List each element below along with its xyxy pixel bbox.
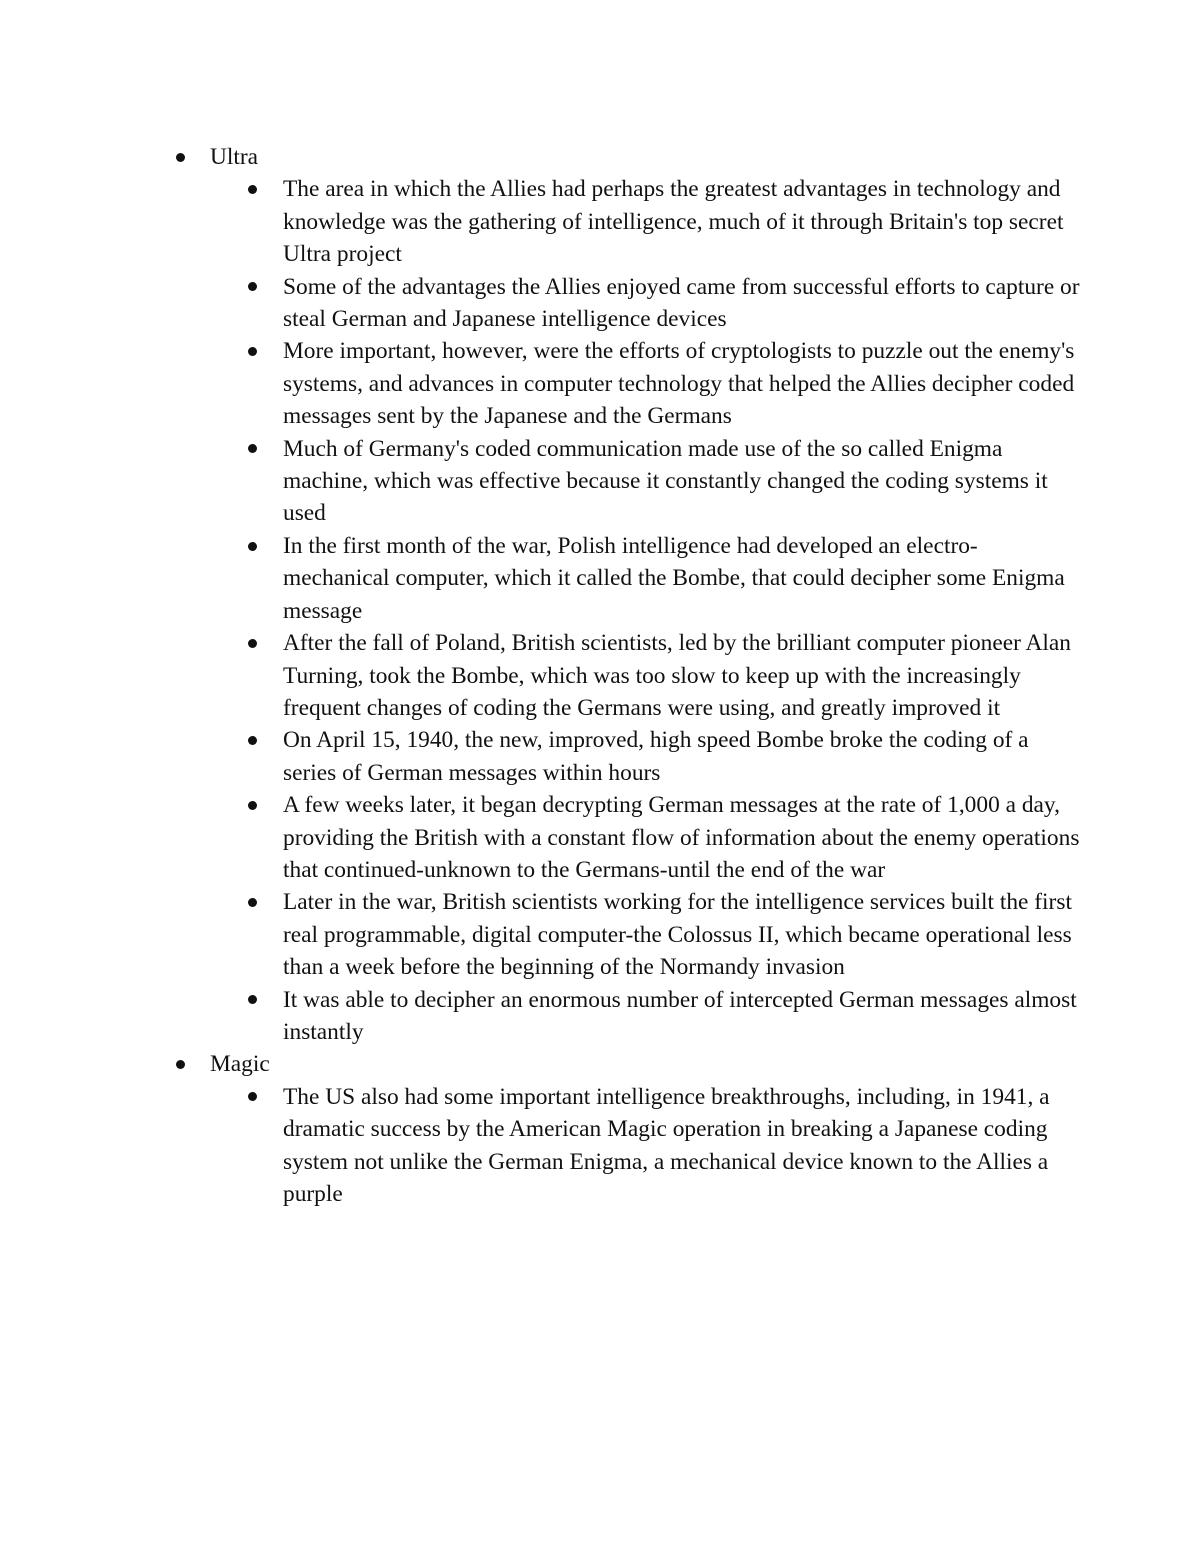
bullet-icon: [248, 789, 257, 821]
list-item: [283, 724, 1080, 789]
bullet-icon: [248, 984, 257, 1016]
list-item: [283, 530, 1080, 627]
bullet-icon: [248, 433, 257, 465]
list-item-text: On April 15, 1940, the new, improved, high speed Bombe broke the coding of a series of German messages within hours: [283, 727, 1029, 786]
list-item-text: More important, however, were the efforts of cryptologists to puzzle out the enemy's systems, and advances in computer technology that helped the Allies decipher coded messages sent by the Japanese and the Germans: [283, 338, 1075, 430]
topic-magic: [210, 1048, 1080, 1210]
magic-sub-list: [210, 1081, 1080, 1211]
bullet-icon: [248, 886, 257, 918]
topic-ultra: [210, 141, 1080, 1048]
list-item: [283, 886, 1080, 983]
topic-heading: Magic: [210, 1051, 270, 1078]
bullet-icon: [248, 724, 257, 756]
list-item-text: Much of Germany's coded communication made use of the so called Enigma machine, which was effective because it constantly changed the coding systems it used: [283, 435, 1048, 527]
bullet-icon: [248, 1081, 257, 1113]
list-item-text: The US also had some important intelligence breakthroughs, including, in 1941, a dramatic success by the American Magic operation in breaking a Japanese coding system not unlike the German Enigma, a mechanical device known to the Allies a purple: [283, 1083, 1050, 1207]
list-item-text: Later in the war, British scientists working for the intelligence services built the first real programmable, digital computer-the Colossus II, which became operational less than a week before the beginning of the Normandy invasion: [283, 889, 1072, 981]
bullet-icon: [248, 173, 257, 205]
list-item-text: Some of the advantages the Allies enjoyed came from successful efforts to capture or steal German and Japanese intelligence devices: [283, 273, 1080, 333]
list-item: [283, 271, 1080, 336]
bullet-icon: [248, 627, 257, 659]
list-item: [283, 789, 1080, 886]
ultra-sub-list: [210, 173, 1080, 1048]
list-item-text: A few weeks later, it began decrypting German messages at the rate of 1,000 a day, providing the British with a constant flow of information about the enemy operations that continued-unknown to the Germans-until the end of the war: [283, 792, 1080, 883]
bullet-icon: [176, 141, 185, 173]
bullet-icon: [248, 335, 257, 367]
list-item-text: After the fall of Poland, British scientists, led by the brilliant computer pioneer Alan Turning, took the Bombe, which was too slow to keep up with the increasingly frequent changes of coding the Germans were using, and greatly improved it: [283, 630, 1071, 721]
list-item: [283, 173, 1080, 270]
list-item: [283, 335, 1080, 432]
list-item: [283, 627, 1080, 724]
bullet-icon: [248, 530, 257, 562]
list-item-text: In the first month of the war, Polish intelligence had developed an electro-mechanical computer, which it called the Bombe, that could decipher some Enigma message: [283, 532, 1065, 624]
bullet-icon: [248, 271, 257, 303]
list-item: [283, 433, 1080, 530]
list-item-text: The area in which the Allies had perhaps the greatest advantages in technology and knowledge was the gathering of intelligence, much of it through Britain's top secret Ultra project: [283, 176, 1064, 268]
list-item-text: It was able to decipher an enormous number of intercepted German messages almost instantly: [283, 986, 1077, 1045]
bullet-icon: [176, 1048, 185, 1080]
list-item: [283, 1081, 1080, 1211]
list-item: [283, 984, 1080, 1049]
bullet-outline: [210, 141, 1080, 1210]
topic-heading: Ultra: [210, 144, 259, 170]
